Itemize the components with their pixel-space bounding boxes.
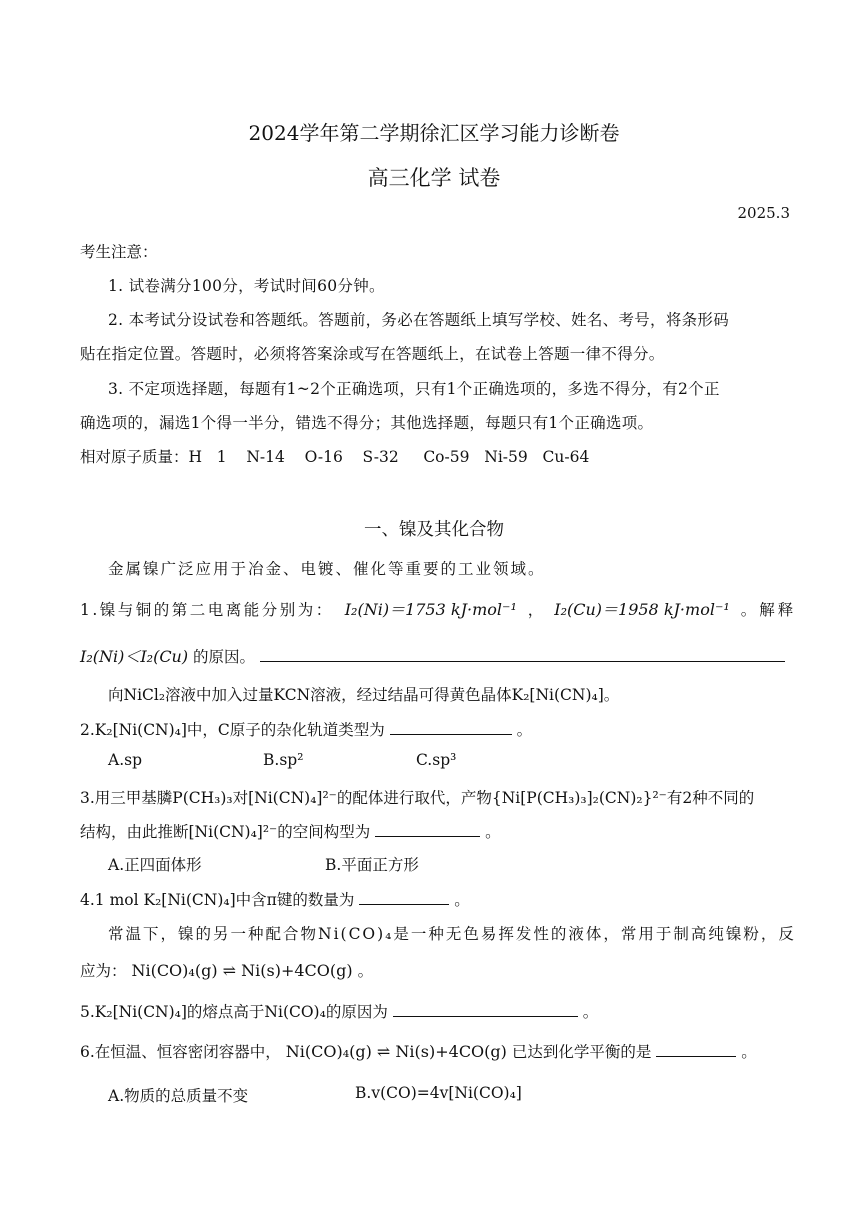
ionization-comparison: I₂(Ni)＜I₂(Cu) bbox=[80, 647, 189, 666]
question-4-end: 。 bbox=[454, 891, 470, 909]
question-6-end: 。 bbox=[741, 1043, 757, 1061]
q6-option-a[interactable]: A.物质的总质量不变 bbox=[108, 1087, 249, 1105]
question-6-prefix: 6.在恒温、恒容密闭容器中， bbox=[80, 1043, 281, 1061]
notice-heading: 考生注意： bbox=[80, 243, 158, 261]
context-nico4-line-2 bbox=[80, 959, 373, 981]
exam-title: 2024学年第二学期徐汇区学习能力诊断卷 bbox=[248, 121, 620, 145]
section-intro: 金属镍广泛应用于冶金、电镀、催化等重要的工业领域。 bbox=[108, 560, 546, 578]
question-1-reason-label: 的原因。 bbox=[193, 648, 256, 666]
question-3-line-2 bbox=[80, 820, 501, 842]
q2-option-a[interactable]: A.sp bbox=[108, 751, 142, 769]
nico4-equilibrium-equation: Ni(CO)₄(g) ⇌ Ni(s)+4CO(g) bbox=[131, 961, 353, 980]
context-nicl2: 向NiCl₂溶液中加入过量KCN溶液，经过结晶可得黄色晶体K₂[Ni(CN)₄]。 bbox=[108, 686, 620, 704]
answer-blank-q6[interactable] bbox=[656, 1055, 736, 1057]
question-1-prefix: 1.镍与铜的第二电离能分别为： bbox=[80, 601, 334, 619]
question-2-end: 。 bbox=[516, 721, 533, 739]
answer-blank-q4[interactable] bbox=[359, 903, 449, 905]
section-heading: 一、镍及其化合物 bbox=[364, 520, 504, 540]
q3-option-b[interactable]: B.平面正方形 bbox=[325, 856, 419, 874]
question-3-end: 。 bbox=[485, 823, 501, 841]
context-nico4-line-1: 常温下，镍的另一种配合物Ni(CO)₄是一种无色易挥发性的液体，常用于制高纯镍粉，反 bbox=[108, 925, 796, 943]
context-nico4-end: 。 bbox=[357, 962, 374, 980]
notice-item-3-line-2: 确选项的，漏选1个得一半分，错选不得分；其他选择题，每题只有1个正确选项。 bbox=[80, 414, 654, 432]
question-1-line-2 bbox=[80, 644, 785, 667]
q3-option-a[interactable]: A.正四面体形 bbox=[108, 856, 202, 874]
notice-item-2-line-2: 贴在指定位置。答题时，必须将答案涂或写在答题纸上，在试卷上答题一律不得分。 bbox=[80, 345, 665, 363]
question-1-suffix: 。解释 bbox=[740, 601, 797, 619]
answer-blank-q1[interactable] bbox=[260, 660, 785, 662]
question-2 bbox=[80, 718, 532, 740]
q2-option-b[interactable]: B.sp² bbox=[263, 751, 304, 769]
q6-option-b[interactable]: B.v(CO)=4v[Ni(CO)₄] bbox=[355, 1084, 522, 1102]
answer-blank-q5[interactable] bbox=[393, 1015, 578, 1017]
notice-item-1: 1. 试卷满分100分，考试时间60分钟。 bbox=[108, 277, 385, 295]
exam-subtitle: 高三化学 试卷 bbox=[367, 166, 501, 190]
exam-date: 2025.3 bbox=[737, 204, 790, 222]
atomic-masses: 相对原子质量：H 1 N-14 O-16 S-32 Co-59 Ni-59 Cu-64 bbox=[80, 448, 590, 466]
notice-item-3-line-1: 3. 不定项选择题，每题有1~2个正确选项，只有1个正确选项的，多选不得分，有2个正 bbox=[108, 380, 720, 398]
question-4 bbox=[80, 888, 470, 910]
answer-blank-q2[interactable] bbox=[390, 733, 512, 735]
answer-blank-q3[interactable] bbox=[375, 835, 480, 837]
ionization-energy-ni: I₂(Ni)＝1753 kJ·mol⁻¹ bbox=[344, 600, 517, 619]
question-5-text: 5.K₂[Ni(CN)₄]的熔点高于Ni(CO)₄的原因为 bbox=[80, 1003, 388, 1021]
context-nico4-prefix: 应为： bbox=[80, 962, 127, 980]
q2-option-c[interactable]: C.sp³ bbox=[416, 751, 457, 769]
question-1: 1.镍与铜的第二电离能分别为： I₂(Ni)＝1753 kJ·mol⁻¹ ， I₂(Cu)＝1958 kJ·mol⁻¹ 。解释 bbox=[80, 600, 797, 619]
ionization-energy-cu: I₂(Cu)＝1958 kJ·mol⁻¹ bbox=[554, 600, 730, 619]
question-6 bbox=[80, 1040, 757, 1062]
question-4-text: 4.1 mol K₂[Ni(CN)₄]中含π键的数量为 bbox=[80, 891, 355, 909]
question-3-text: 结构，由此推断[Ni(CN)₄]²⁻的空间构型为 bbox=[80, 823, 371, 841]
q6-equilibrium-equation: Ni(CO)₄(g) ⇌ Ni(s)+4CO(g) bbox=[285, 1042, 507, 1061]
question-2-text: 2.K₂[Ni(CN)₄]中，C原子的杂化轨道类型为 bbox=[80, 721, 385, 739]
question-6-suffix: 已达到化学平衡的是 bbox=[511, 1043, 652, 1061]
question-3-line-1: 3.用三甲基膦P(CH₃)₃对[Ni(CN)₄]²⁻的配体进行取代，产物{Ni[P(CH₃)₃]₂(CN)₂}²⁻有2种不同的 bbox=[80, 789, 755, 807]
question-5-end: 。 bbox=[582, 1003, 599, 1021]
notice-item-2-line-1: 2. 本考试分设试卷和答题纸。答题前，务必在答题纸上填写学校、姓名、考号，将条形码 bbox=[108, 311, 730, 329]
question-5 bbox=[80, 1000, 598, 1022]
